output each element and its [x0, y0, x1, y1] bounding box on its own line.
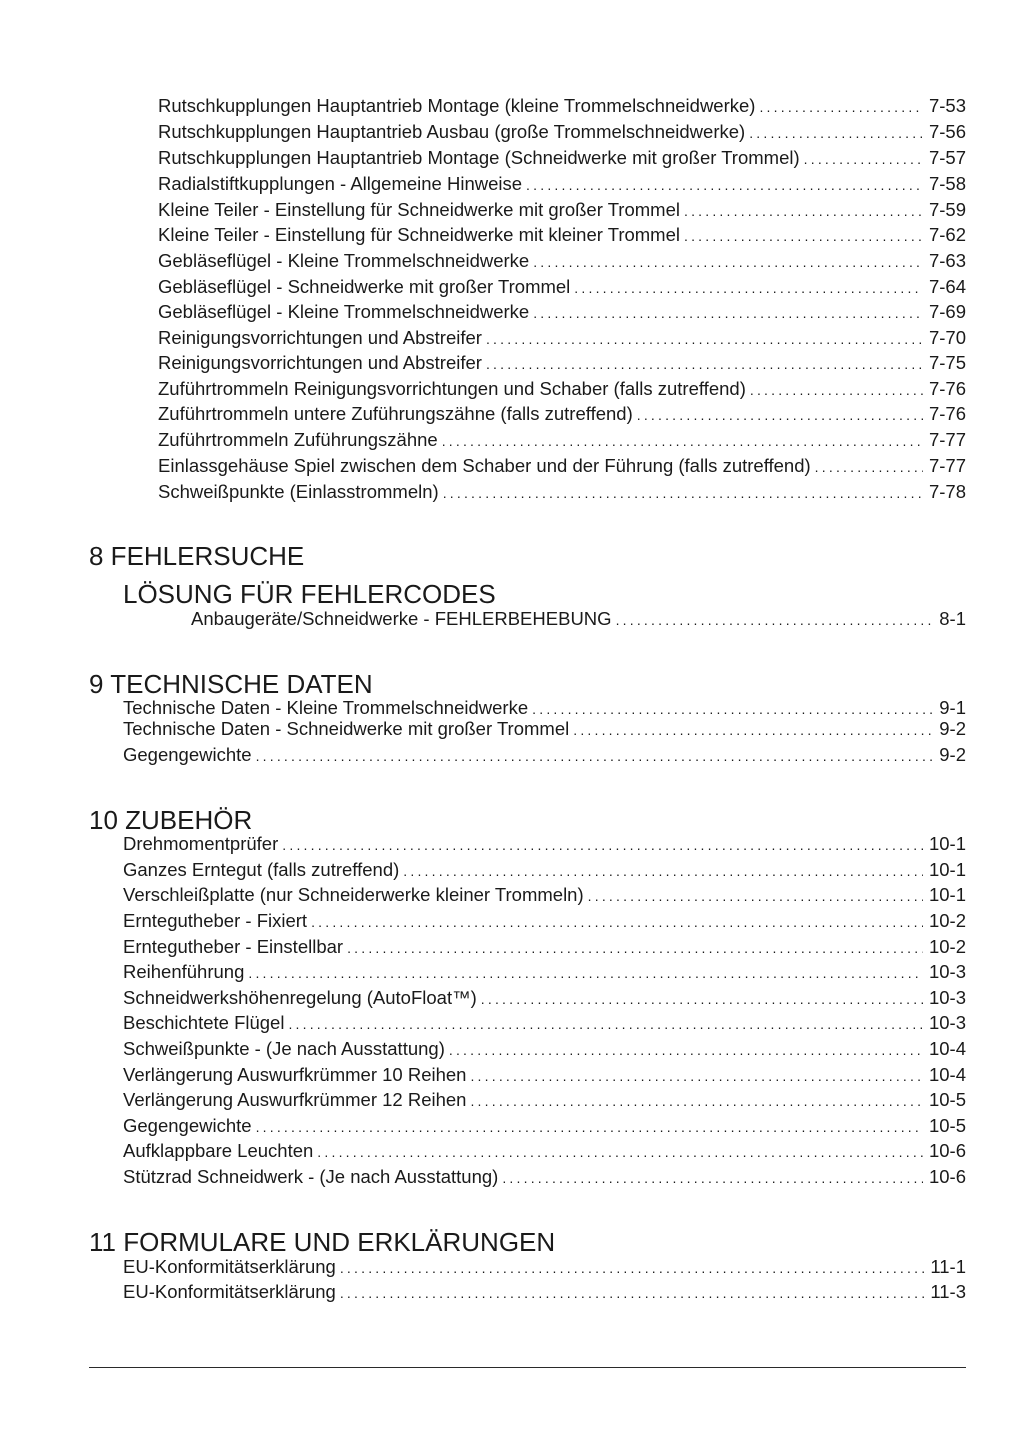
dot-leader [684, 198, 923, 224]
dot-leader [684, 223, 923, 249]
toc-entry[interactable] [123, 742, 966, 768]
toc-entry-text: Erntegutheber - Einstellbar [123, 936, 344, 957]
toc-entry-text: Rutschkupplungen Hauptantrieb Montage (Schneidwerke mit großer Trommel) [158, 147, 800, 168]
toc-page-number: 10-2 [928, 910, 966, 931]
toc-entry-text: Kleine Teiler - Einstellung für Schneidwerke mit großer Trommel [158, 199, 680, 220]
toc-page-number: 7-77 [928, 455, 966, 476]
toc-entry-text: Reihenführung [123, 961, 245, 982]
toc-entry[interactable] [123, 1254, 966, 1280]
dot-leader [347, 935, 923, 961]
toc-entry-text: Technische Daten - Schneidwerke mit großer Trommel [123, 718, 570, 739]
dot-leader [443, 480, 923, 506]
toc-entry[interactable] [158, 274, 966, 300]
dot-leader [759, 94, 923, 120]
toc-entry[interactable] [158, 197, 966, 223]
dot-leader [256, 743, 934, 769]
toc-entry[interactable] [158, 427, 966, 453]
toc-page-number: 11-1 [930, 1256, 966, 1277]
toc-entry-text: Anbaugeräte/Schneidwerke - FEHLERBEHEBUNG [191, 608, 612, 629]
toc-entry[interactable] [191, 606, 966, 632]
toc-entry-text: Drehmomentprüfer [123, 833, 279, 854]
dot-leader [573, 717, 933, 743]
section-heading: LÖSUNG FÜR FEHLERCODES [123, 579, 496, 609]
toc-entry[interactable] [123, 985, 966, 1011]
toc-entry-text: Stützrad Schneidwerk - (Je nach Ausstattung) [123, 1166, 499, 1187]
dot-leader [637, 402, 923, 428]
toc-entry[interactable] [158, 453, 966, 479]
toc-entry-text: Gebläseflügel - Kleine Trommelschneidwerke [158, 301, 530, 322]
toc-entry[interactable] [123, 1087, 966, 1113]
chapter-heading: 10 ZUBEHÖR [89, 805, 253, 835]
toc-entry[interactable] [123, 716, 966, 742]
toc-entry-text: Aufklappbare Leuchten [123, 1140, 314, 1161]
toc-entry-text: Rutschkupplungen Hauptantrieb Ausbau (große Trommelschneidwerke) [158, 121, 746, 142]
toc-entry[interactable] [158, 350, 966, 376]
toc-page-number: 7-58 [928, 173, 966, 194]
toc-entry-text: Zuführtrommeln Reinigungsvorrichtungen und Schaber (falls zutreffend) [158, 378, 746, 399]
dot-leader [526, 172, 923, 198]
toc-entry-text: Verlängerung Auswurfkrümmer 12 Reihen [123, 1089, 467, 1110]
toc-page-number: 10-4 [928, 1064, 966, 1085]
toc-entry[interactable] [123, 1138, 966, 1164]
dot-leader [340, 1255, 925, 1281]
toc-entry-text: Gegengewichte [123, 1115, 252, 1136]
toc-entry[interactable] [123, 831, 966, 857]
dot-leader [533, 249, 923, 275]
toc-entry[interactable] [158, 479, 966, 505]
toc-entry[interactable] [123, 908, 966, 934]
toc-entry-text: Reinigungsvorrichtungen und Abstreifer [158, 327, 482, 348]
toc-page-number: 7-78 [928, 481, 966, 502]
toc-page-number: 7-64 [928, 276, 966, 297]
dot-leader [750, 377, 923, 403]
footer-divider [89, 1367, 966, 1368]
toc-entry[interactable] [158, 222, 966, 248]
toc-entry[interactable] [123, 1062, 966, 1088]
toc-entry-text: Zuführtrommeln untere Zuführungszähne (falls zutreffend) [158, 403, 633, 424]
dot-leader [403, 858, 923, 884]
toc-entry-text: Beschichtete Flügel [123, 1012, 285, 1033]
toc-entry-text: Gebläseflügel - Schneidwerke mit großer Trommel [158, 276, 571, 297]
toc-entry[interactable] [123, 1036, 966, 1062]
toc-page-number: 9-2 [939, 744, 966, 765]
dot-leader [481, 986, 923, 1012]
toc-page-number: 7-76 [928, 378, 966, 399]
toc-page-number: 7-56 [928, 121, 966, 142]
toc-page-number: 7-70 [928, 327, 966, 348]
toc-page-number: 8-1 [939, 608, 966, 629]
toc-entry-text: Radialstiftkupplungen - Allgemeine Hinweise [158, 173, 523, 194]
toc-entry-text: Zuführtrommeln Zuführungszähne [158, 429, 438, 450]
dot-leader [340, 1280, 925, 1306]
toc-page-number: 7-57 [928, 147, 966, 168]
dot-leader [574, 275, 923, 301]
toc-page-number: 9-1 [939, 697, 966, 718]
toc-page-number: 9-2 [939, 718, 966, 739]
toc-entry-text: Rutschkupplungen Hauptantrieb Montage (kleine Trommelschneidwerke) [158, 95, 756, 116]
toc-entry-text: Technische Daten - Kleine Trommelschneidwerke [123, 697, 529, 718]
dot-leader [470, 1063, 923, 1089]
toc-page-number: 7-69 [928, 301, 966, 322]
chapter-heading: 11 FORMULARE UND ERKLÄRUNGEN [89, 1227, 556, 1257]
toc-page-number: 10-6 [928, 1166, 966, 1187]
toc-entry[interactable] [158, 401, 966, 427]
chapter-heading: 9 TECHNISCHE DATEN [89, 669, 373, 699]
toc-entry-text: Kleine Teiler - Einstellung für Schneidwerke mit kleiner Trommel [158, 224, 680, 245]
toc-entry-text: Verlängerung Auswurfkrümmer 10 Reihen [123, 1064, 467, 1085]
toc-entry-text: Gegengewichte [123, 744, 252, 765]
toc-entry-text: Verschleißplatte (nur Schneiderwerke kleiner Trommeln) [123, 884, 584, 905]
toc-entry[interactable] [123, 857, 966, 883]
toc-page-number: 7-62 [928, 224, 966, 245]
toc-entry[interactable] [158, 248, 966, 274]
dot-leader [616, 607, 934, 633]
toc-page-number: 10-6 [928, 1140, 966, 1161]
dot-leader [486, 351, 923, 377]
toc-page-number: 7-53 [928, 95, 966, 116]
toc-page-number: 10-5 [928, 1115, 966, 1136]
toc-entry[interactable] [123, 959, 966, 985]
dot-leader [749, 120, 923, 146]
toc-entry-text: Schweißpunkte (Einlasstrommeln) [158, 481, 439, 502]
toc-entry-text: Schneidwerkshöhenregelung (AutoFloat™) [123, 987, 477, 1008]
toc-entry[interactable] [158, 145, 966, 171]
toc-entry-text: Reinigungsvorrichtungen und Abstreifer [158, 352, 482, 373]
dot-leader [442, 428, 923, 454]
toc-entry[interactable] [123, 882, 966, 908]
toc-page-number: 10-1 [928, 833, 966, 854]
dot-leader [288, 1011, 923, 1037]
toc-entry[interactable] [123, 1279, 966, 1305]
toc-entry-text: Einlassgehäuse Spiel zwischen dem Schaber und der Führung (falls zutreffend) [158, 455, 811, 476]
toc-entry[interactable] [158, 325, 966, 351]
dot-leader [470, 1088, 923, 1114]
toc-page-number: 10-3 [928, 987, 966, 1008]
toc-entry[interactable] [158, 171, 966, 197]
dot-leader [256, 1114, 923, 1140]
toc-entry-text: EU-Konformitätserklärung [123, 1256, 336, 1277]
toc-entry[interactable] [123, 1164, 966, 1190]
toc-page-number: 11-3 [930, 1281, 966, 1302]
dot-leader [449, 1037, 923, 1063]
chapter-heading: 8 FEHLERSUCHE [89, 541, 305, 571]
toc-page-number: 7-77 [928, 429, 966, 450]
toc-entry-text: Erntegutheber - Fixiert [123, 910, 308, 931]
dot-leader [502, 1165, 923, 1191]
toc-page-number: 10-4 [928, 1038, 966, 1059]
toc-entry[interactable] [123, 1113, 966, 1139]
dot-leader [588, 883, 923, 909]
toc-page-number: 10-3 [928, 961, 966, 982]
toc-page-number: 7-63 [928, 250, 966, 271]
toc-entry[interactable] [158, 93, 966, 119]
toc-entry[interactable] [123, 934, 966, 960]
dot-leader [815, 454, 923, 480]
toc-entry[interactable] [158, 299, 966, 325]
toc-page-number: 7-75 [928, 352, 966, 373]
toc-page-number: 10-1 [928, 859, 966, 880]
dot-leader [282, 832, 923, 858]
toc-entry-text: EU-Konformitätserklärung [123, 1281, 336, 1302]
toc-entry-text: Ganzes Erntegut (falls zutreffend) [123, 859, 400, 880]
dot-leader [486, 326, 923, 352]
toc-page-number: 10-2 [928, 936, 966, 957]
dot-leader [317, 1139, 923, 1165]
dot-leader [311, 909, 923, 935]
toc-entry[interactable] [123, 1010, 966, 1036]
dot-leader [804, 146, 923, 172]
toc-page-number: 10-3 [928, 1012, 966, 1033]
toc-page-number: 10-5 [928, 1089, 966, 1110]
toc-page-number: 10-1 [928, 884, 966, 905]
toc-entry[interactable] [158, 119, 966, 145]
toc-page-number: 7-59 [928, 199, 966, 220]
toc-entry[interactable] [158, 376, 966, 402]
dot-leader [533, 300, 923, 326]
dot-leader [248, 960, 923, 986]
toc-entry-text: Schweißpunkte - (Je nach Ausstattung) [123, 1038, 445, 1059]
toc-page-number: 7-76 [928, 403, 966, 424]
toc-entry-text: Gebläseflügel - Kleine Trommelschneidwerke [158, 250, 530, 271]
